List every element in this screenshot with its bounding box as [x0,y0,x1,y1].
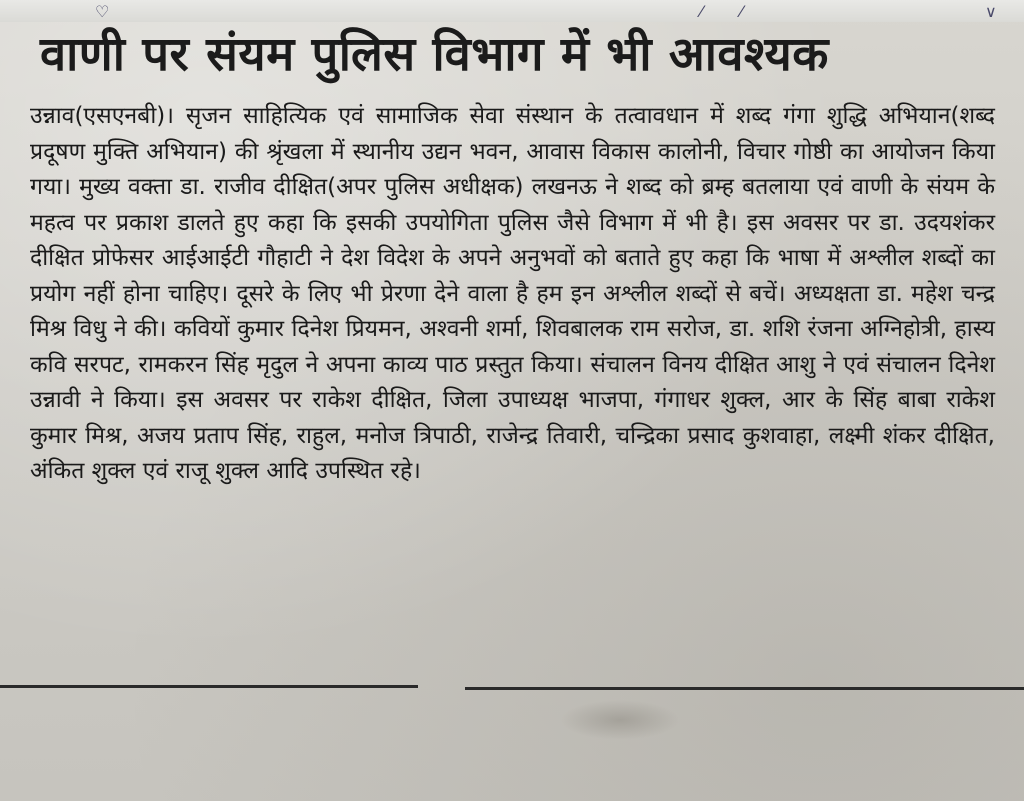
ink-mark-middle: ⁄ [700,2,703,21]
ink-mark-left: ♡ [95,2,110,21]
article-headline: वाणी पर संयम पुलिस विभाग में भी आवश्यक [40,27,829,82]
clipping-top-edge [0,0,1024,22]
ink-mark-corner: ∨ [985,2,997,21]
column-rule-left [0,685,418,688]
column-rule-right [465,687,1024,690]
paper-smudge [560,700,680,740]
article-body: उन्नाव(एसएनबी)। सृजन साहित्यिक एवं सामाजिक सेवा संस्थान के तत्वावधान में शब्द गंगा शुद्धि अभियान(शब्द प्रदूषण मुक्ति अभियान) की श्रृंखला में स्थानीय उद्यन भवन, आवास विकास कालोनी, विचार गोष्ठी का आयोजन किया गया। मुख्य वक्ता डा. राजीव दीक्षित(अपर पुलिस अधीक्षक) लखनऊ ने शब्द को ब्रम्ह बतलाया एवं वाणी के संयम के महत्व पर प्रकाश डालते हुए कहा कि इसकी उपयोगिता पुलिस जैसे विभाग में भी है। इस अवसर पर डा. उदयशंकर दीक्षित प्रोफेसर आईआईटी गौहाटी ने देश विदेश के अपने अनुभवों को बताते हुए कहा कि भाषा में अश्लील शब्दों का प्रयोग नहीं होना चाहिए। दूसरे के लिए भी प्रेरणा देने वाला है हम इन अश्लील शब्दों से बचें। अध्यक्षता डा. महेश चन्द्र मिश्र विधु ने की। कवियों कुमार दिनेश प्रियमन, अश्वनी शर्मा, शिवबालक राम सरोज, डा. शशि रंजना अग्निहोत्री, हास्य कवि सरपट, रामकरन सिंह मृदुल ने अपना काव्य पाठ प्रस्तुत किया। संचालन विनय दीक्षित आशु ने एवं संचालन दिनेश उन्नावी ने किया। इस अवसर पर राकेश दीक्षित, जिला उपाध्यक्ष भाजपा, गंगाधर शुक्ल, आर के सिंह बाबा राकेश कुमार मिश्र, अजय प्रताप सिंह, राहुल, मनोज त्रिपाठी, राजेन्द्र तिवारी, चन्द्रिका प्रसाद कुशवाहा, लक्ष्मी शंकर दीक्षित, अंकित शुक्ल एवं राजू शुक्ल आदि उपस्थित रहे। [30,103,995,484]
ink-mark-right: ⁄ [740,2,743,21]
